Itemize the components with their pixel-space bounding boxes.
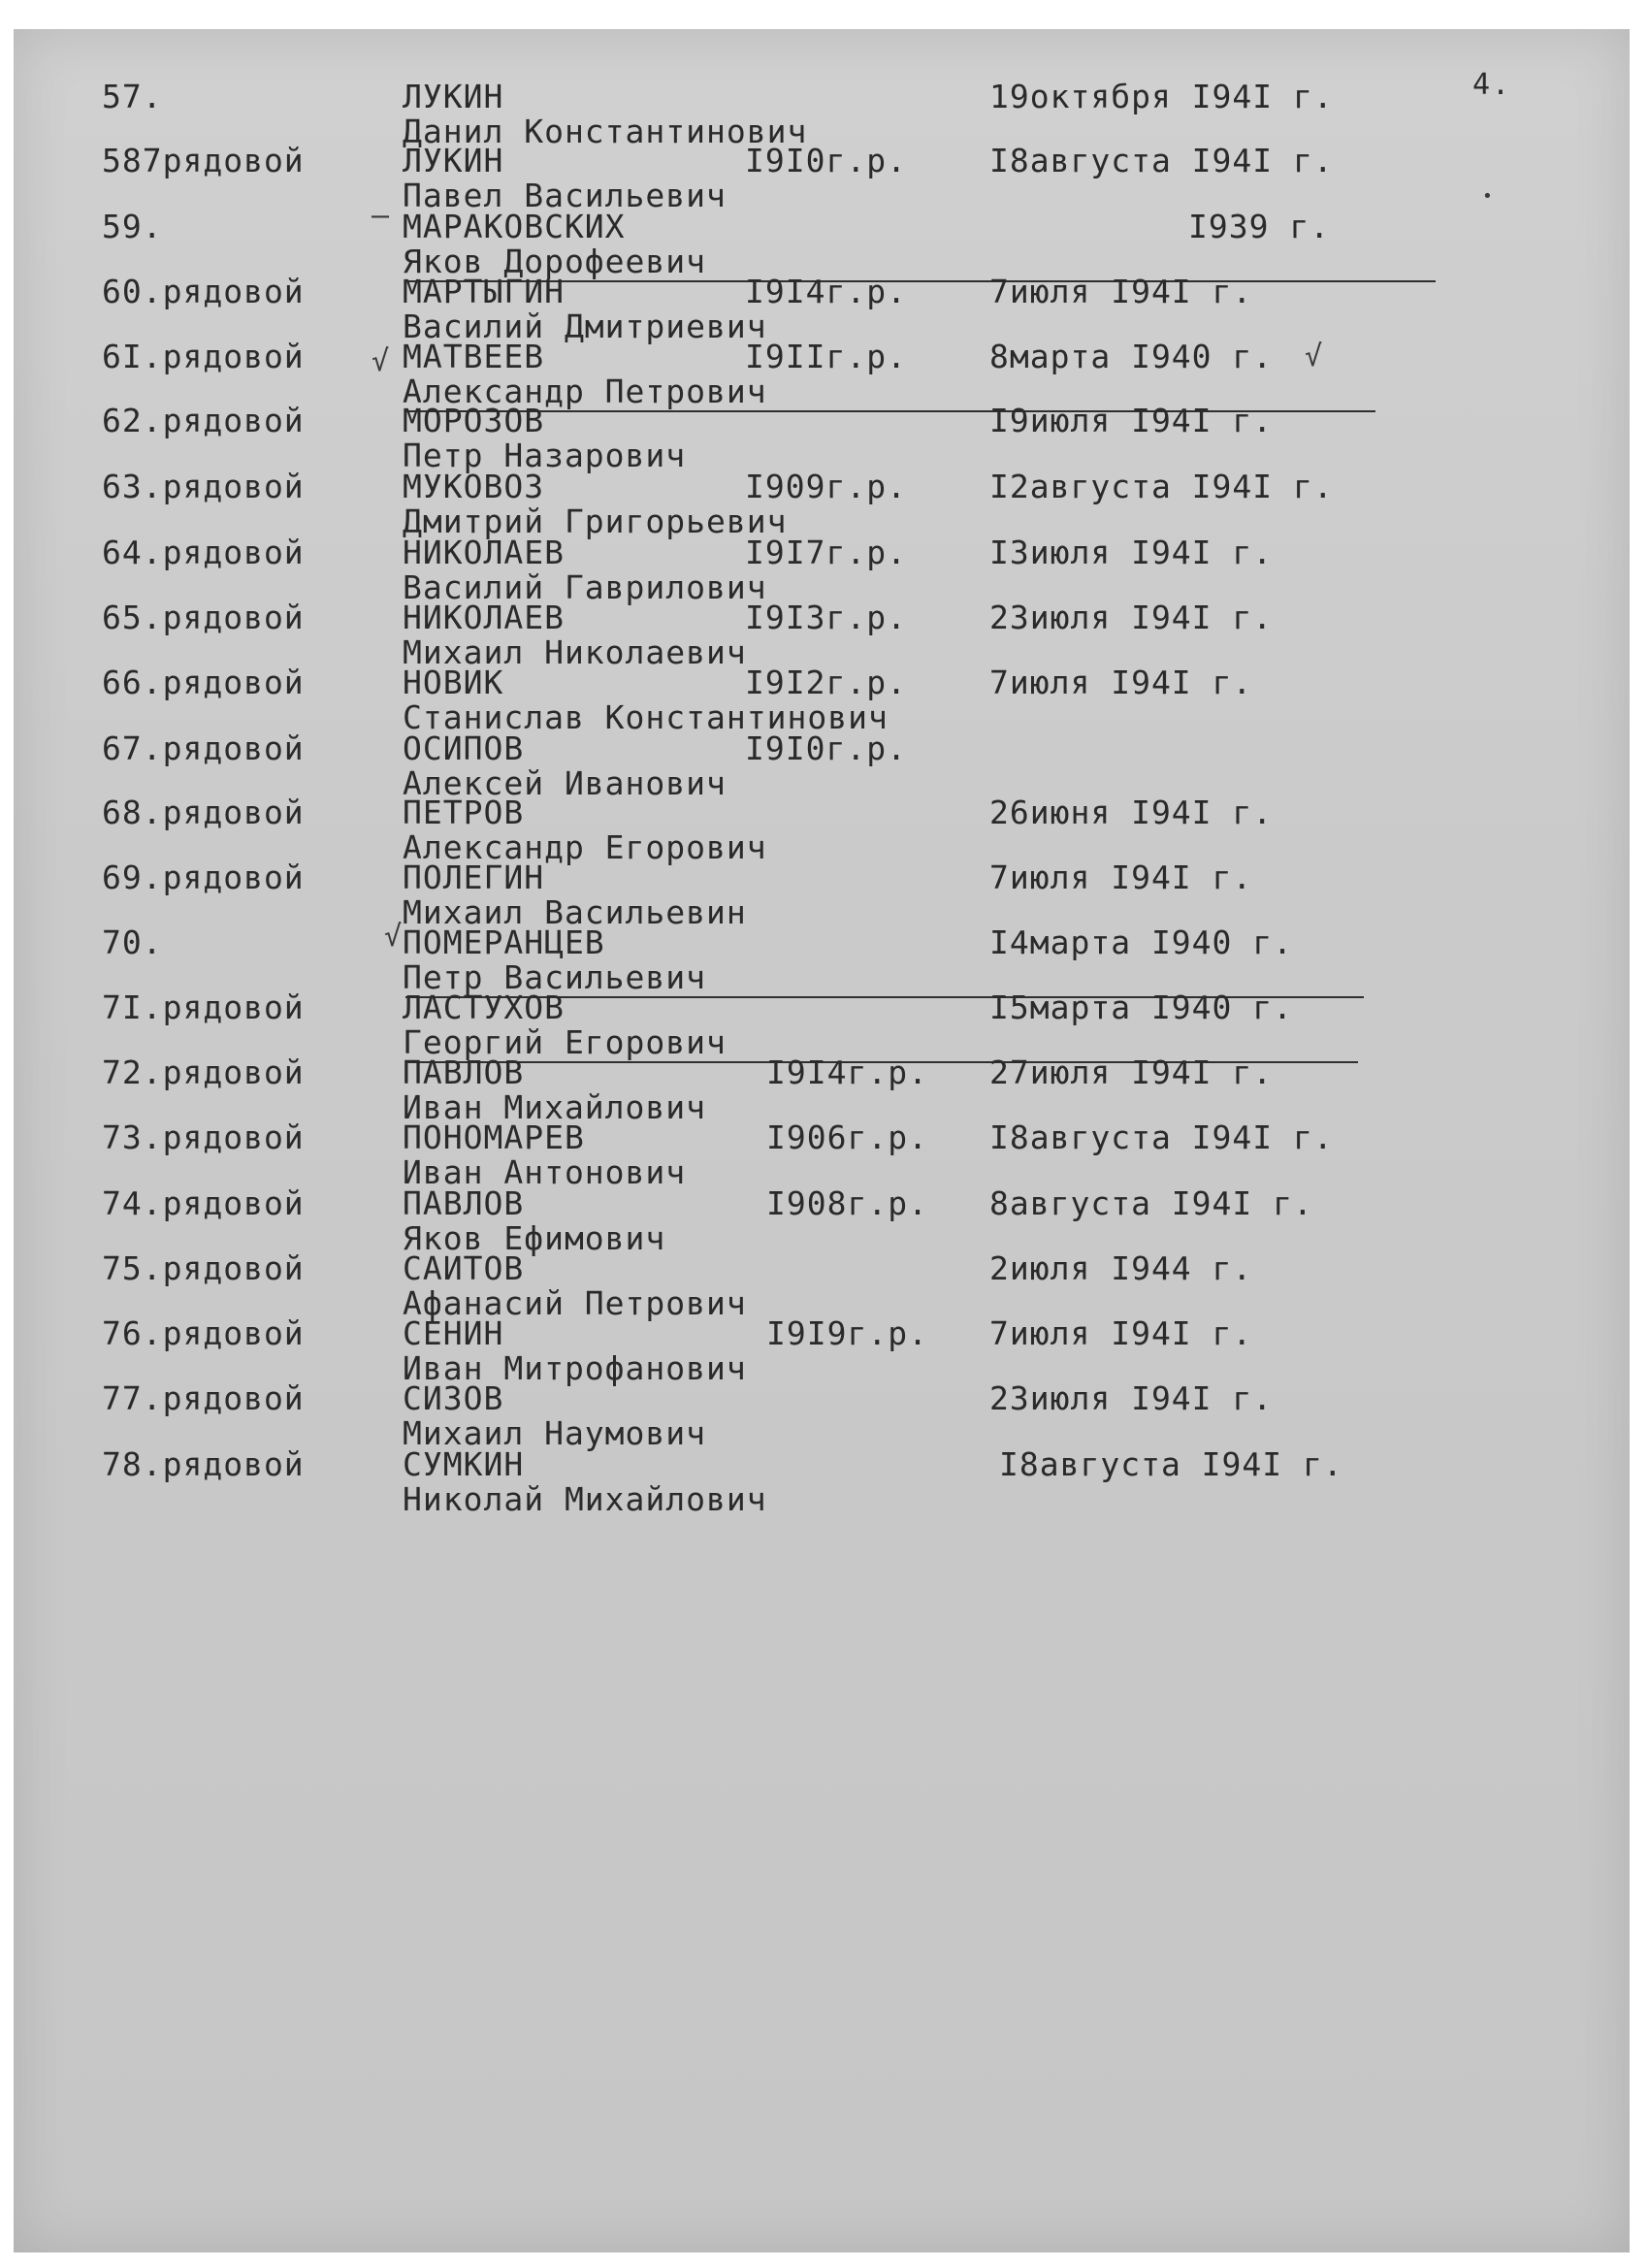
entry-death-date: 7июля I94I г.: [989, 859, 1253, 896]
entry-surname: ПАВЛОВ: [403, 1184, 525, 1222]
entry-given-name: Яков Ефимович: [403, 1219, 666, 1257]
entry-death-date: I8августа I94I г.: [989, 142, 1334, 179]
entry-birth-year: I9IIг.р.: [745, 338, 907, 375]
check-mark: √: [372, 344, 390, 378]
entry-number: 72.рядовой: [102, 1053, 305, 1091]
entry-death-date: I5марта I940 г.: [989, 988, 1294, 1026]
entry-number: 65.рядовой: [102, 599, 305, 636]
entry-surname: НИКОЛАЕВ: [403, 534, 565, 571]
entry-surname: ОСИПОВ: [403, 729, 525, 767]
entry-surname: МАТВЕЕВ: [403, 338, 545, 375]
entry-birth-year: I9I4г.р.: [766, 1053, 928, 1091]
entry-given-name: Александр Петрович: [403, 373, 767, 410]
entry-surname: ПОНОМАРЕВ: [403, 1118, 585, 1156]
entry-death-date: I8августа I94I г.: [999, 1445, 1343, 1483]
entry-birth-year: I906г.р.: [766, 1118, 928, 1156]
entry-given-name: Данил Константинович: [403, 113, 808, 150]
entry-surname: ПОМЕРАНЦЕВ: [403, 923, 605, 961]
entry-death-date: 23июля I94I г.: [989, 1379, 1274, 1417]
list-item: [0, 1445, 1649, 1523]
entry-surname: СИЗОВ: [403, 1379, 504, 1417]
entry-death-date: 7июля I94I г.: [989, 664, 1253, 701]
entry-surname: ПЕТРОВ: [403, 794, 525, 831]
entry-surname: ПАВЛОВ: [403, 1053, 525, 1091]
entry-death-date: I2августа I94I г.: [989, 468, 1334, 505]
check-mark: √: [1305, 340, 1323, 373]
entry-given-name: Дмитрий Григорьевич: [403, 502, 788, 540]
entry-given-name: Василий Гаврилович: [403, 568, 767, 606]
entry-death-date: 23июля I94I г.: [989, 599, 1274, 636]
entry-surname: ЛУКИН: [403, 78, 504, 115]
entry-number: 67.рядовой: [102, 729, 305, 767]
entry-number: 60.рядовой: [102, 273, 305, 310]
entry-surname: НОВИК: [403, 664, 504, 701]
entry-death-date: I939 г.: [1188, 208, 1331, 245]
entry-death-date: I3июля I94I г.: [989, 534, 1274, 571]
entry-number: 57.: [102, 78, 163, 115]
dot-mark: •: [1482, 186, 1493, 207]
entry-surname: САИТОВ: [403, 1249, 525, 1287]
entry-number: 6I.рядовой: [102, 338, 305, 375]
entry-surname: МАРТЫГИН: [403, 273, 565, 310]
entry-death-date: 8августа I94I г.: [989, 1184, 1313, 1222]
entry-number: 66.рядовой: [102, 664, 305, 701]
entry-surname: НИКОЛАЕВ: [403, 599, 565, 636]
entry-given-name: Иван Митрофанович: [403, 1349, 747, 1387]
entry-death-date: 2июля I944 г.: [989, 1249, 1253, 1287]
entry-number: 62.рядовой: [102, 402, 305, 439]
entry-number: 68.рядовой: [102, 794, 305, 831]
entry-surname: ЛУКИН: [403, 142, 504, 179]
entry-given-name: Михаил Николаевич: [403, 633, 747, 671]
entry-surname: СУМКИН: [403, 1445, 525, 1483]
entry-given-name: Александр Егорович: [403, 828, 767, 866]
entry-number: 70.: [102, 923, 163, 961]
entry-number: 59.: [102, 208, 163, 245]
entry-death-date: 27июля I94I г.: [989, 1053, 1274, 1091]
entry-given-name: Михаил Наумович: [403, 1414, 707, 1452]
entry-given-name: Алексей Иванович: [403, 764, 727, 802]
entry-death-date: 7июля I94I г.: [989, 1314, 1253, 1352]
entry-number: 64.рядовой: [102, 534, 305, 571]
entry-given-name: Афанасий Петрович: [403, 1284, 747, 1322]
entry-number: 77.рядовой: [102, 1379, 305, 1417]
entry-birth-year: I9I9г.р.: [766, 1314, 928, 1352]
entry-birth-year: I908г.р.: [766, 1184, 928, 1222]
entry-given-name: Георгий Егорович: [403, 1023, 727, 1061]
entry-given-name: Михаил Васильевин: [403, 893, 747, 931]
entry-death-date: I8августа I94I г.: [989, 1118, 1334, 1156]
entry-surname: ЛАСТУХОВ: [403, 988, 565, 1026]
entry-number: 78.рядовой: [102, 1445, 305, 1483]
entry-given-name: Павел Васильевич: [403, 177, 727, 214]
entry-death-date: 7июля I94I г.: [989, 273, 1253, 310]
entry-surname: МОРОЗОВ: [403, 402, 545, 439]
entry-surname: ПОЛЕГИН: [403, 859, 545, 896]
entry-death-date: 19октября I94I г.: [989, 78, 1334, 115]
entry-surname: МАРАКОВСКИХ: [403, 208, 626, 245]
entry-death-date: 26июня I94I г.: [989, 794, 1274, 831]
entry-number: 63.рядовой: [102, 468, 305, 505]
entry-surname: МУКОВОЗ: [403, 468, 545, 505]
entry-birth-year: I9I7г.р.: [745, 534, 907, 571]
entry-death-date: 8марта I940 г.: [989, 338, 1274, 375]
entry-birth-year: I9I0г.р.: [745, 142, 907, 179]
entry-given-name: Яков Дорофеевич: [403, 243, 707, 280]
entry-death-date: I4марта I940 г.: [989, 923, 1294, 961]
entry-number: 587рядовой: [102, 142, 305, 179]
entry-number: 7I.рядовой: [102, 988, 305, 1026]
entry-given-name: Иван Антонович: [403, 1153, 687, 1191]
entry-birth-year: I909г.р.: [745, 468, 907, 505]
entry-given-name: Василий Дмитриевич: [403, 308, 767, 345]
dash-mark: –: [372, 199, 390, 233]
entry-number: 74.рядовой: [102, 1184, 305, 1222]
entry-death-date: I9июля I94I г.: [989, 402, 1274, 439]
entry-number: 69.рядовой: [102, 859, 305, 896]
entry-birth-year: I9I3г.р.: [745, 599, 907, 636]
entry-given-name: Петр Васильевич: [403, 958, 707, 996]
entry-birth-year: I9I2г.р.: [745, 664, 907, 701]
entry-given-name: Петр Назарович: [403, 437, 687, 474]
entry-birth-year: I9I4г.р.: [745, 273, 907, 310]
entry-given-name: Иван Михайлович: [403, 1088, 707, 1126]
entry-birth-year: I9I0г.р.: [745, 729, 907, 767]
entry-surname: СЕНИН: [403, 1314, 504, 1352]
entry-number: 75.рядовой: [102, 1249, 305, 1287]
entry-number: 76.рядовой: [102, 1314, 305, 1352]
entry-given-name: Станислав Константинович: [403, 698, 889, 736]
check-mark: √: [384, 920, 403, 954]
entry-given-name: Николай Михайлович: [403, 1480, 767, 1518]
page-number: 4.: [1472, 68, 1512, 102]
entry-number: 73.рядовой: [102, 1118, 305, 1156]
